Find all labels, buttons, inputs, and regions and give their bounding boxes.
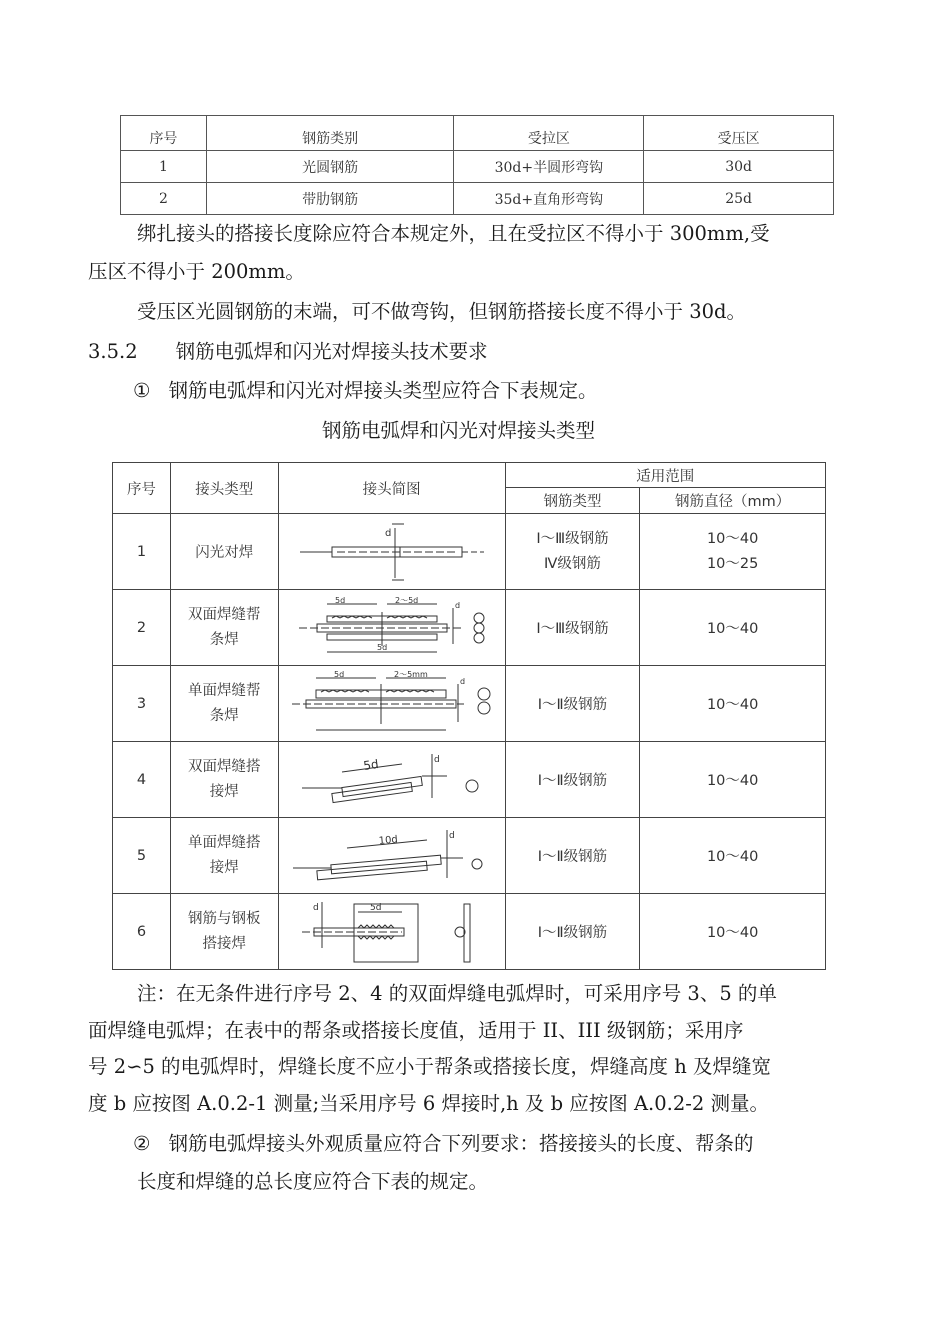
section-number: 3.5.2 bbox=[88, 340, 138, 363]
item-2-line2: 长度和焊缝的总长度应符合下表的规定。 bbox=[137, 1170, 489, 1193]
item-text: 钢筋电弧焊接头外观质量应符合下列要求：搭接接头的长度、帮条的 bbox=[168, 1132, 754, 1155]
paragraph-lap-length-line2: 压区不得小于 200mm。 bbox=[88, 260, 305, 283]
header-diagram: 接头简图 bbox=[278, 463, 505, 514]
joint-diagram bbox=[278, 590, 505, 666]
joint-type-line: 单面焊缝帮 bbox=[188, 682, 261, 699]
header-steel-type: 钢筋类型 bbox=[505, 488, 640, 514]
paragraph-lap-length-line1: 绑扎接头的搭接长度除应符合本规定外，且在受拉区不得小于 300mm,受 bbox=[137, 222, 770, 245]
diagram-label: 2～5d bbox=[394, 595, 418, 605]
joint-diagram bbox=[278, 894, 505, 970]
steel-diameter: 10～40 bbox=[640, 742, 826, 818]
steel-type-line: Ⅰ～Ⅲ级钢筋 bbox=[536, 530, 609, 547]
row-no: 4 bbox=[113, 742, 171, 818]
welding-joint-table bbox=[112, 462, 826, 970]
table-row bbox=[113, 514, 826, 590]
single-side-lap-weld-diagram bbox=[287, 824, 497, 888]
steel-diameter: 10～40 bbox=[640, 818, 826, 894]
table-cell: 带肋钢筋 bbox=[206, 183, 454, 215]
diagram-label: d bbox=[448, 830, 455, 841]
diagram-label: 10d bbox=[377, 833, 398, 847]
lap-length-table bbox=[120, 115, 834, 215]
note-line2: 面焊缝电弧焊；在表中的帮条或搭接长度值，适用于 II、III 级钢筋；采用序 bbox=[88, 1019, 744, 1042]
steel-type: Ⅰ～Ⅲ级钢筋 bbox=[505, 590, 640, 666]
diagram-label: 5d bbox=[376, 642, 387, 652]
row-no: 1 bbox=[113, 514, 171, 590]
table-cell: 30d bbox=[644, 151, 834, 183]
double-side-lap-weld-diagram bbox=[292, 748, 492, 812]
header-no: 序号 bbox=[113, 463, 171, 514]
diagram-label: 5d bbox=[333, 669, 344, 679]
joint-type bbox=[170, 742, 278, 818]
joint-type bbox=[170, 666, 278, 742]
double-side-strap-weld-diagram bbox=[287, 594, 497, 662]
steel-diameter: 10～40 bbox=[640, 894, 826, 970]
table-header-row bbox=[113, 463, 826, 488]
diagram-label: d bbox=[384, 527, 391, 539]
steel-diameter: 10～40 bbox=[640, 590, 826, 666]
row-no: 3 bbox=[113, 666, 171, 742]
joint-type bbox=[170, 590, 278, 666]
joint-diagram bbox=[278, 666, 505, 742]
flash-butt-weld-diagram bbox=[292, 520, 492, 584]
row-no: 5 bbox=[113, 818, 171, 894]
diagram-label: d bbox=[454, 600, 460, 610]
diagram-label: d bbox=[459, 676, 465, 686]
item-2 bbox=[133, 1126, 754, 1162]
header-scope: 适用范围 bbox=[505, 463, 825, 488]
steel-type: Ⅰ～Ⅱ级钢筋 bbox=[505, 894, 640, 970]
table-cell: 1 bbox=[121, 151, 207, 183]
paragraph-compression-end: 受压区光圆钢筋的末端，可不做弯钩，但钢筋搭接长度不得小于 30d。 bbox=[137, 300, 746, 323]
header-cell: 序号 bbox=[121, 116, 207, 151]
table-cell: 35d+直角形弯钩 bbox=[454, 183, 644, 215]
note-line1: 注：在无条件进行序号 2、4 的双面焊缝电弧焊时，可采用序号 3、5 的单 bbox=[137, 982, 777, 1005]
section-title: 钢筋电弧焊和闪光对焊接头技术要求 bbox=[175, 340, 488, 363]
steel-diameter: 10～40 bbox=[640, 666, 826, 742]
steel-type bbox=[505, 514, 640, 590]
steel-type: Ⅰ～Ⅱ级钢筋 bbox=[505, 666, 640, 742]
row-no: 2 bbox=[113, 590, 171, 666]
diagram-label: d bbox=[312, 902, 319, 913]
table-cell: 25d bbox=[644, 183, 834, 215]
table-caption: 钢筋电弧焊和闪光对焊接头类型 bbox=[322, 419, 596, 442]
item-marker: ① bbox=[133, 379, 151, 402]
table-cell: 2 bbox=[121, 183, 207, 215]
table-row bbox=[121, 151, 834, 183]
diagram-label: d bbox=[433, 754, 440, 765]
joint-diagram bbox=[278, 818, 505, 894]
joint-type bbox=[170, 818, 278, 894]
diagram-label: 5d bbox=[369, 902, 382, 913]
item-marker: ② bbox=[133, 1132, 151, 1155]
table-row bbox=[121, 183, 834, 215]
joint-type-line: 单面焊缝搭 bbox=[188, 834, 261, 851]
joint-type-line: 接焊 bbox=[209, 859, 239, 876]
header-cell: 受压区 bbox=[644, 116, 834, 151]
single-side-strap-weld-diagram bbox=[286, 670, 498, 738]
joint-type-line: 条焊 bbox=[209, 631, 239, 648]
bar-to-plate-lap-weld-diagram bbox=[292, 898, 492, 966]
table-cell: 光圆钢筋 bbox=[206, 151, 454, 183]
diameter-line: 10～25 bbox=[706, 555, 759, 572]
svg-text:5d: 5d bbox=[334, 595, 345, 605]
diagram-label: 5d bbox=[362, 756, 380, 773]
header-cell: 受拉区 bbox=[454, 116, 644, 151]
table-header-row bbox=[121, 116, 834, 151]
table-row bbox=[113, 590, 826, 666]
steel-diameter bbox=[640, 514, 826, 590]
note-line3: 号 2∽5 的电弧焊时，焊缝长度不应小于帮条或搭接长度，焊缝高度 h 及焊缝宽 bbox=[88, 1055, 772, 1078]
table-row bbox=[113, 666, 826, 742]
joint-type-line: 条焊 bbox=[209, 707, 239, 724]
steel-type-line: Ⅳ级钢筋 bbox=[544, 555, 601, 572]
row-no: 6 bbox=[113, 894, 171, 970]
table-row bbox=[113, 742, 826, 818]
table-row bbox=[113, 818, 826, 894]
item-1 bbox=[133, 373, 598, 409]
joint-type-line: 闪光对焊 bbox=[195, 545, 254, 561]
header-type: 接头类型 bbox=[170, 463, 278, 514]
joint-type bbox=[170, 514, 278, 590]
header-cell: 钢筋类别 bbox=[206, 116, 454, 151]
joint-type bbox=[170, 894, 278, 970]
steel-type: Ⅰ～Ⅱ级钢筋 bbox=[505, 818, 640, 894]
note-line4: 度 b 应按图 A.0.2-1 测量;当采用序号 6 焊接时,h 及 b 应按图 A.0.2-2 测量。 bbox=[88, 1092, 769, 1115]
joint-type-line: 双面焊缝帮 bbox=[188, 606, 261, 623]
diagram-label: 2～5mm bbox=[393, 669, 428, 679]
joint-diagram bbox=[278, 514, 505, 590]
joint-type-line: 钢筋与钢板 bbox=[188, 910, 261, 927]
joint-type-line: 双面焊缝搭 bbox=[188, 758, 261, 775]
section-heading bbox=[88, 334, 488, 370]
item-text: 钢筋电弧焊和闪光对焊接头类型应符合下表规定。 bbox=[168, 379, 598, 402]
joint-type-line: 搭接焊 bbox=[202, 935, 247, 952]
joint-type-line: 接焊 bbox=[209, 783, 239, 800]
steel-type: Ⅰ～Ⅱ级钢筋 bbox=[505, 742, 640, 818]
diameter-line: 10～40 bbox=[706, 530, 759, 547]
header-diameter: 钢筋直径（mm） bbox=[640, 488, 826, 514]
table-row bbox=[113, 894, 826, 970]
joint-diagram bbox=[278, 742, 505, 818]
table-cell: 30d+半圆形弯钩 bbox=[454, 151, 644, 183]
